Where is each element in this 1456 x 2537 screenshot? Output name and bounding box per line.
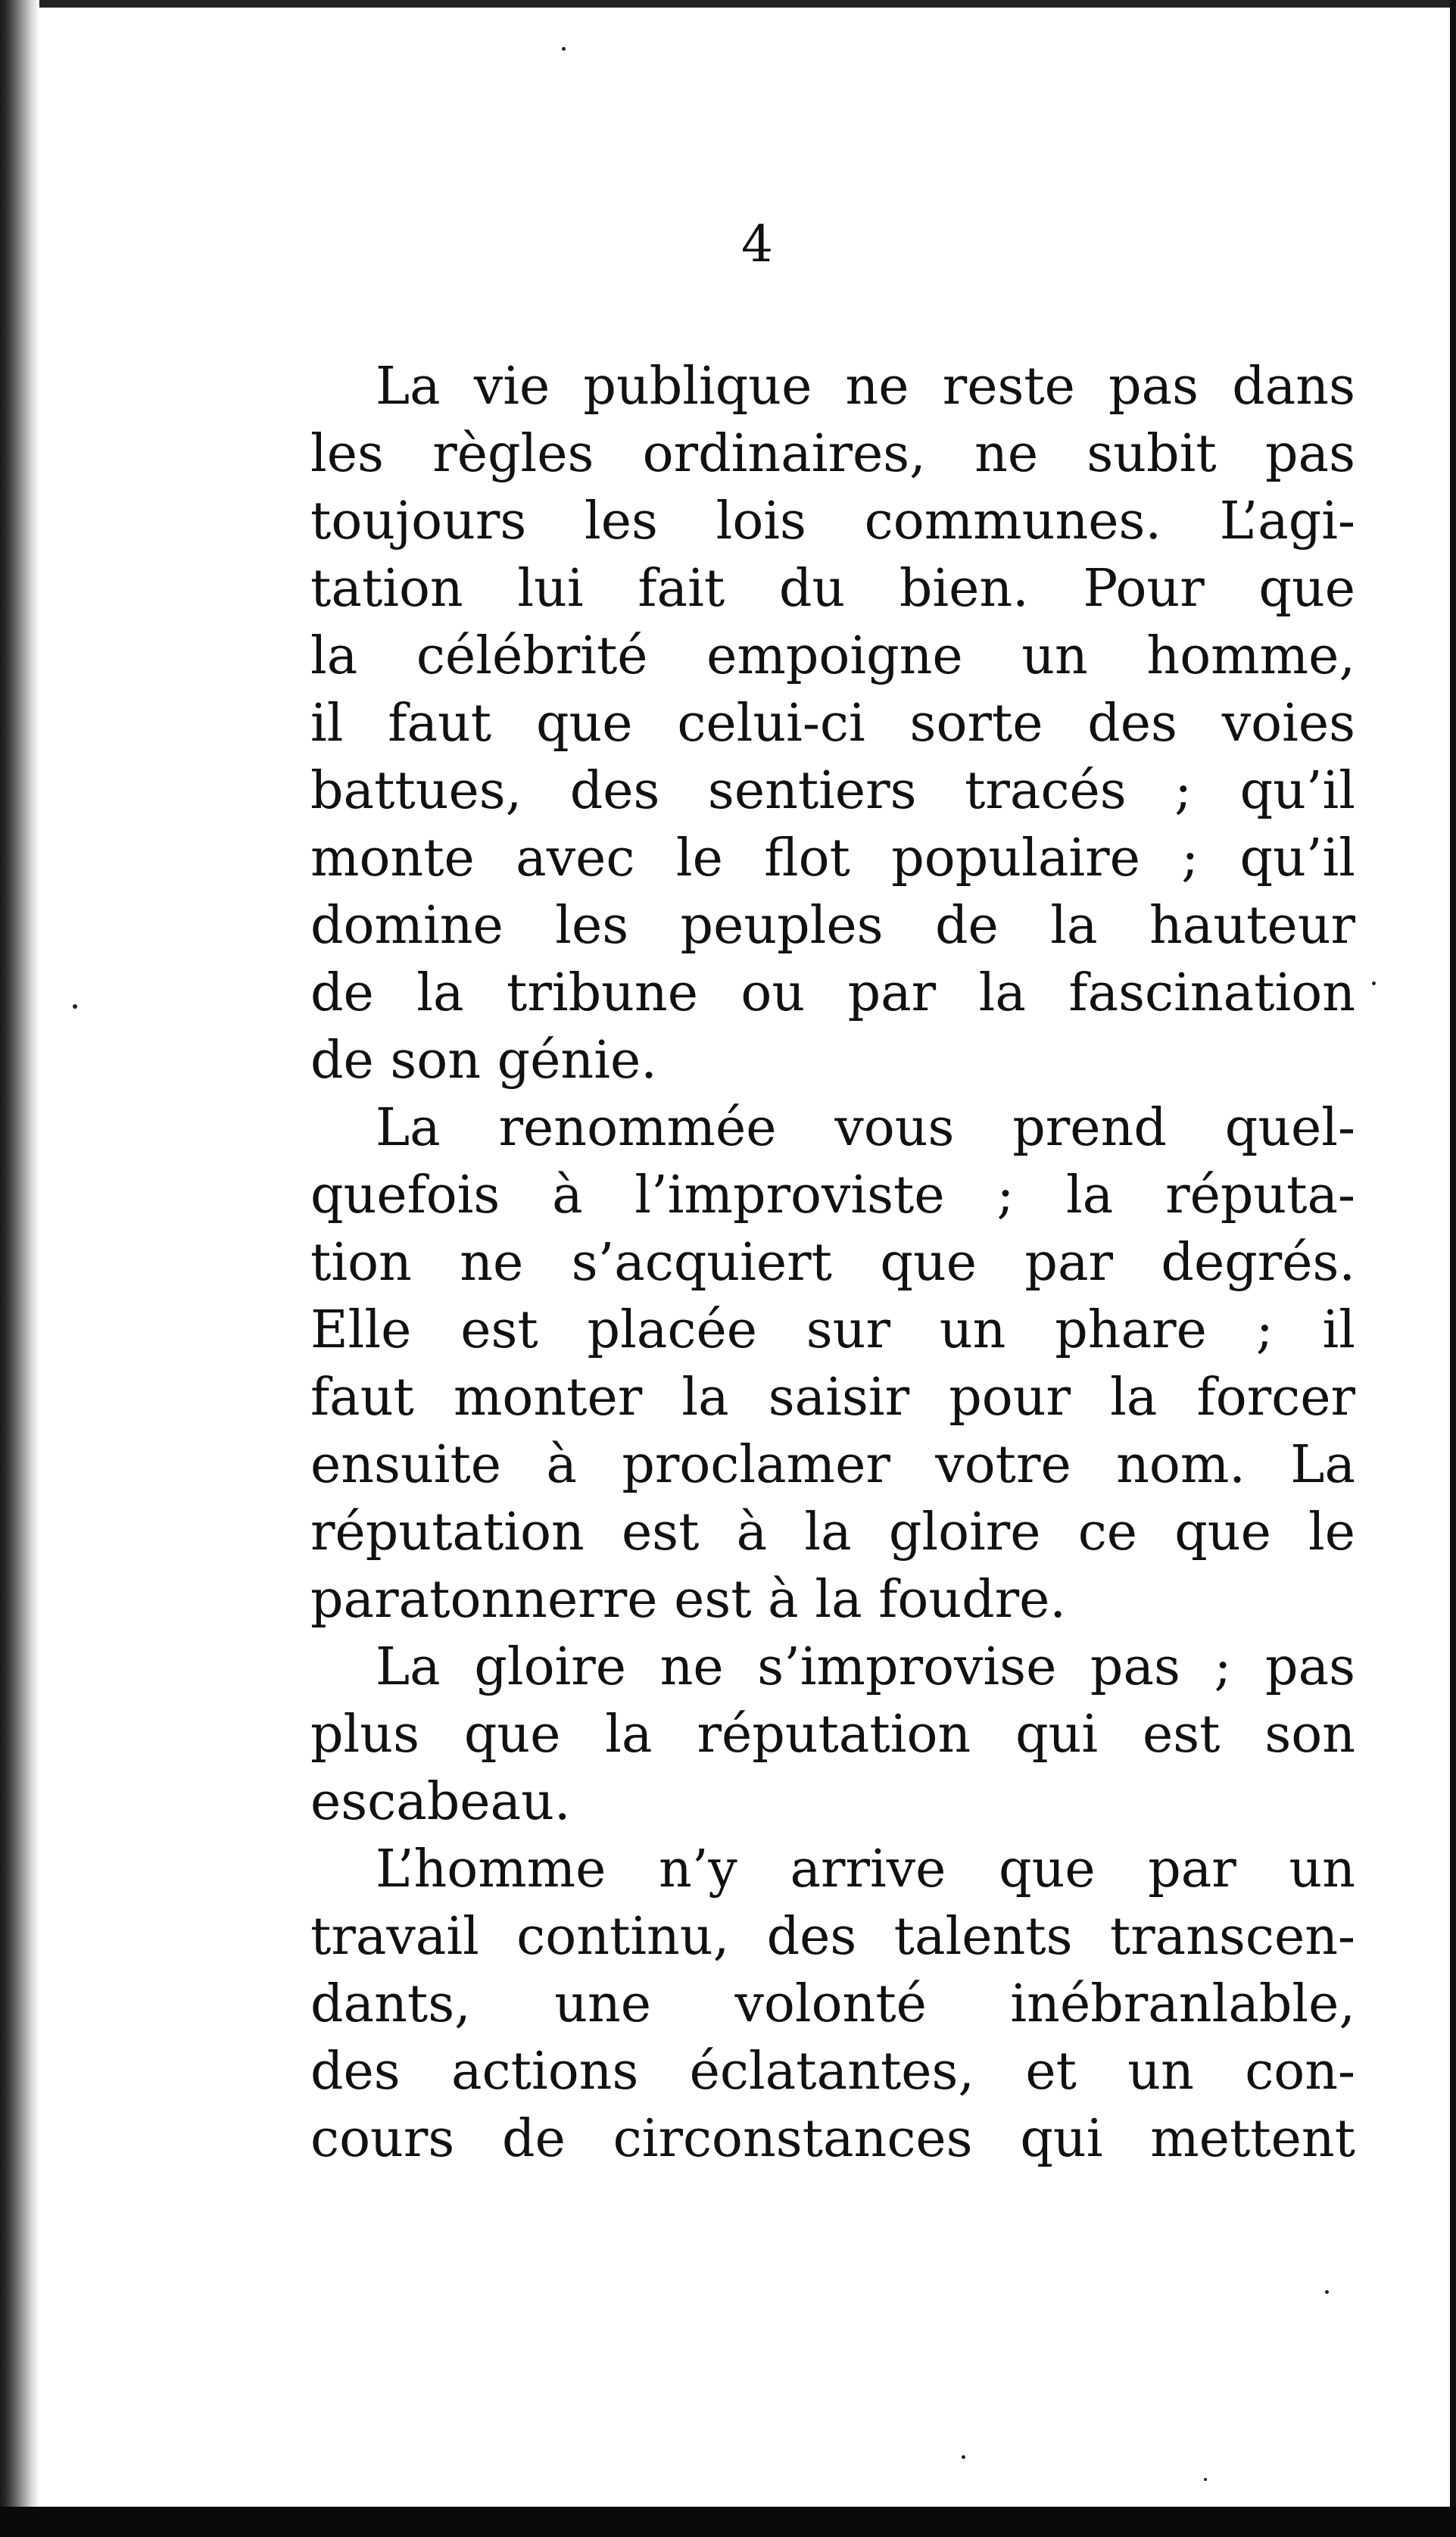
text-line: Elle est placée sur un phare ; il: [310, 1300, 1355, 1360]
text-line: La gloire ne s’improvise pas ; pas: [376, 1637, 1355, 1697]
text-line: monte avec le flot populaire ; qu’il: [310, 829, 1355, 888]
scan-speck: [1204, 2478, 1207, 2481]
body-text: [310, 353, 1355, 2173]
text-line: toujours les lois communes. L’agi-: [310, 491, 1355, 551]
scan-edge-bottom: [0, 2507, 1456, 2537]
text-line: faut monter la saisir pour la forcer: [310, 1368, 1355, 1428]
text-line: dants, une volonté inébranlable,: [310, 1974, 1355, 2034]
paragraph: [310, 1836, 1355, 2173]
text-line: des actions éclatantes, et un con-: [310, 2042, 1355, 2102]
text-line: de son génie.: [310, 1031, 657, 1091]
scan-speck: [1372, 981, 1376, 985]
text-line: réputation est à la gloire ce que le: [310, 1503, 1355, 1562]
text-line: quefois à l’improviste ; la réputa-: [310, 1166, 1355, 1225]
text-line: il faut que celui-ci sorte des voies: [310, 694, 1355, 754]
scan-speck: [1325, 2290, 1329, 2294]
page-number: 4: [741, 215, 773, 273]
text-line: ensuite à proclamer votre nom. La: [310, 1435, 1355, 1495]
scan-edge-right: [1450, 0, 1456, 2537]
text-line: plus que la réputation qui est son: [310, 1705, 1355, 1765]
text-line: de la tribune ou par la fascination: [310, 963, 1355, 1023]
scan-edge-left: [0, 0, 39, 2537]
scan-edge-top: [0, 0, 1456, 8]
text-line: La vie publique ne reste pas dans: [376, 357, 1355, 417]
text-line: tation lui fait du bien. Pour que: [310, 559, 1355, 619]
paragraph: [310, 1634, 1355, 1836]
text-line: cours de circonstances qui mettent: [310, 2109, 1355, 2169]
paragraph: [310, 1094, 1355, 1634]
text-line: tion ne s’acquiert que par degrés.: [310, 1233, 1355, 1293]
text-line: travail continu, des talents transcen-: [310, 1907, 1355, 1967]
text-line: les règles ordinaires, ne subit pas: [310, 424, 1355, 484]
text-line: La renommée vous prend quel-: [376, 1098, 1355, 1158]
text-line: la célébrité empoigne un homme,: [310, 626, 1355, 686]
text-line: battues, des sentiers tracés ; qu’il: [310, 761, 1355, 821]
text-line: paratonnerre est à la foudre.: [310, 1570, 1067, 1630]
scan-speck: [73, 1004, 77, 1009]
text-line: escabeau.: [310, 1772, 571, 1832]
scan-speck: [562, 47, 566, 51]
paragraph: [310, 353, 1355, 1094]
scan-speck: [962, 2455, 965, 2459]
text-line: L’homme n’y arrive que par un: [376, 1840, 1355, 1899]
text-line: domine les peuples de la hauteur: [310, 896, 1355, 956]
